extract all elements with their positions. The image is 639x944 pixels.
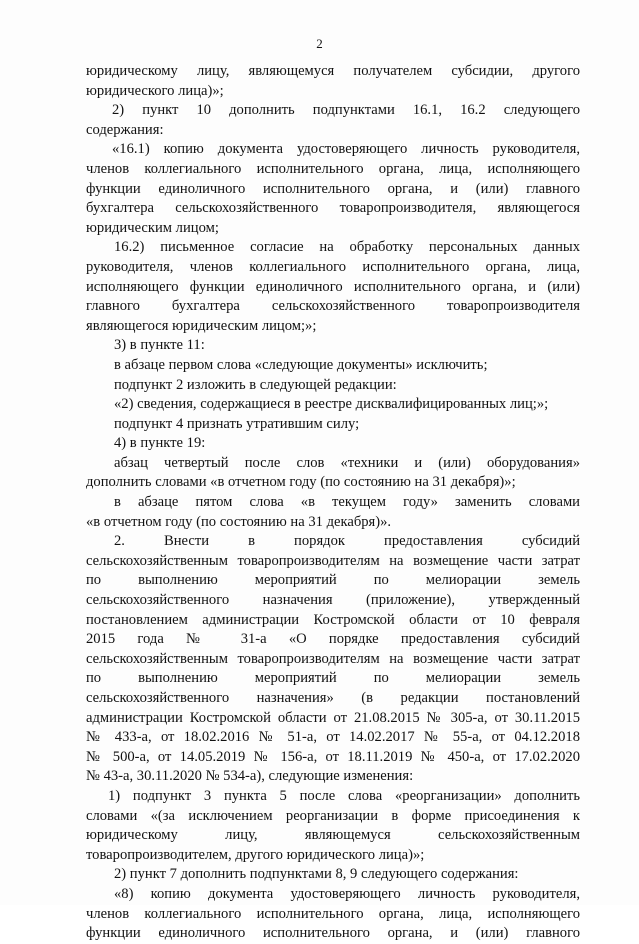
text-line: юридическому лицу, являющемуся сельскохозяйственным xyxy=(86,827,580,844)
text-line: содержания: xyxy=(86,121,164,138)
text-line: юридического лица)»; xyxy=(86,82,224,99)
text-line: функции единоличного исполнительного органа, и (или) главного xyxy=(86,925,580,942)
text-line: № 433-а, от 18.02.2016 № 51-а, от 14.02.2017 № 55-а, от 04.12.2018 xyxy=(86,729,580,746)
page-number: 2 xyxy=(316,36,323,51)
text-line: являющегося юридическим лицом;»; xyxy=(86,317,317,334)
text-line: 2015 года № 31-а «О порядке предоставления субсидий xyxy=(86,631,580,648)
text-line: 2) пункт 10 дополнить подпунктами 16.1, 16.2 следующего xyxy=(112,102,580,119)
text-line: сельскохозяйственным товаропроизводителям на возмещение части затрат xyxy=(86,552,580,569)
text-line: 2) пункт 7 дополнить подпунктами 8, 9 следующего содержания: xyxy=(114,866,519,883)
text-line: юридическим лицом; xyxy=(86,219,219,236)
text-line: № 500-а, от 14.05.2019 № 156-а, от 18.11.2019 № 450-а, от 17.02.2020 xyxy=(86,748,580,765)
text-line: главного бухгалтера сельскохозяйственного товаропроизводителя xyxy=(86,298,580,315)
text-line: 1) подпункт 3 пункта 5 после слова «реорганизации» дополнить xyxy=(108,787,580,804)
text-line: № 43-а, 30.11.2020 № 534-а), следующие изменения: xyxy=(86,768,414,785)
text-line: «в отчетном году (по состоянию на 31 декабря)». xyxy=(86,513,392,530)
text-line: абзац четвертый после слов «техники и (или) оборудования» xyxy=(114,454,580,471)
text-line: функции единоличного исполнительного органа, и (или) главного xyxy=(86,180,580,197)
text-line: 2. Внести в порядок предоставления субсидий xyxy=(114,533,580,550)
text-line: в абзаце пятом слова «в текущем году» заменить словами xyxy=(114,494,580,511)
text-line: дополнить словами «в отчетном году (по состоянию на 31 декабря)»; xyxy=(86,474,516,491)
text-line: в абзаце первом слова «следующие документы» исключить; xyxy=(114,356,488,373)
text-line: «8) копию документа удостоверяющего личность руководителя, xyxy=(114,885,580,902)
text-line: 3) в пункте 11: xyxy=(114,337,205,354)
text-line: сельскохозяйственного назначения (приложение), утвержденный xyxy=(86,592,580,609)
text-line: сельскохозяйственным товаропроизводителям на возмещение части затрат xyxy=(86,650,580,667)
text-line: руководителя, членов коллегиального исполнительного органа, лица, xyxy=(86,258,580,275)
text-line: юридическому лицу, являющемуся получателем субсидии, другого xyxy=(86,63,580,79)
text-line: членов коллегиального исполнительного органа, лица, исполняющего xyxy=(86,160,580,177)
text-line: исполняющего функции единоличного исполнительного органа, и (или) xyxy=(86,278,580,295)
text-line: по выполнению мероприятий по мелиорации земель xyxy=(86,670,580,687)
text-line: бухгалтера сельскохозяйственного товаропроизводителя, являющегося xyxy=(86,200,580,217)
text-line: постановлением администрации Костромской области от 10 февраля xyxy=(86,611,580,628)
text-line: 16.2) письменное согласие на обработку персональных данных xyxy=(114,239,580,256)
text-line: словами «(за исключением реорганизации в форме присоединения к xyxy=(86,807,580,824)
text-line: «2) сведения, содержащиеся в реестре дисквалифицированных лиц;»; xyxy=(114,396,549,413)
document-body xyxy=(86,62,580,944)
text-line: членов коллегиального исполнительного органа, лица, исполняющего xyxy=(86,905,580,922)
text-line: 4) в пункте 19: xyxy=(114,435,206,452)
text-line: «16.1) копию документа удостоверяющего личность руководителя, xyxy=(112,141,580,158)
text-line: подпункт 2 изложить в следующей редакции: xyxy=(114,376,397,393)
text-line: подпункт 4 признать утратившим силу; xyxy=(114,415,360,432)
text-line: товаропроизводителем, другого юридического лица)»; xyxy=(86,846,425,863)
text-line: администрации Костромской области от 21.08.2015 № 305-а, от 30.11.2015 xyxy=(86,709,580,726)
text-line: сельскохозяйственного назначения» (в редакции постановлений xyxy=(86,690,580,706)
text-line: по выполнению мероприятий по мелиорации земель xyxy=(86,572,580,589)
